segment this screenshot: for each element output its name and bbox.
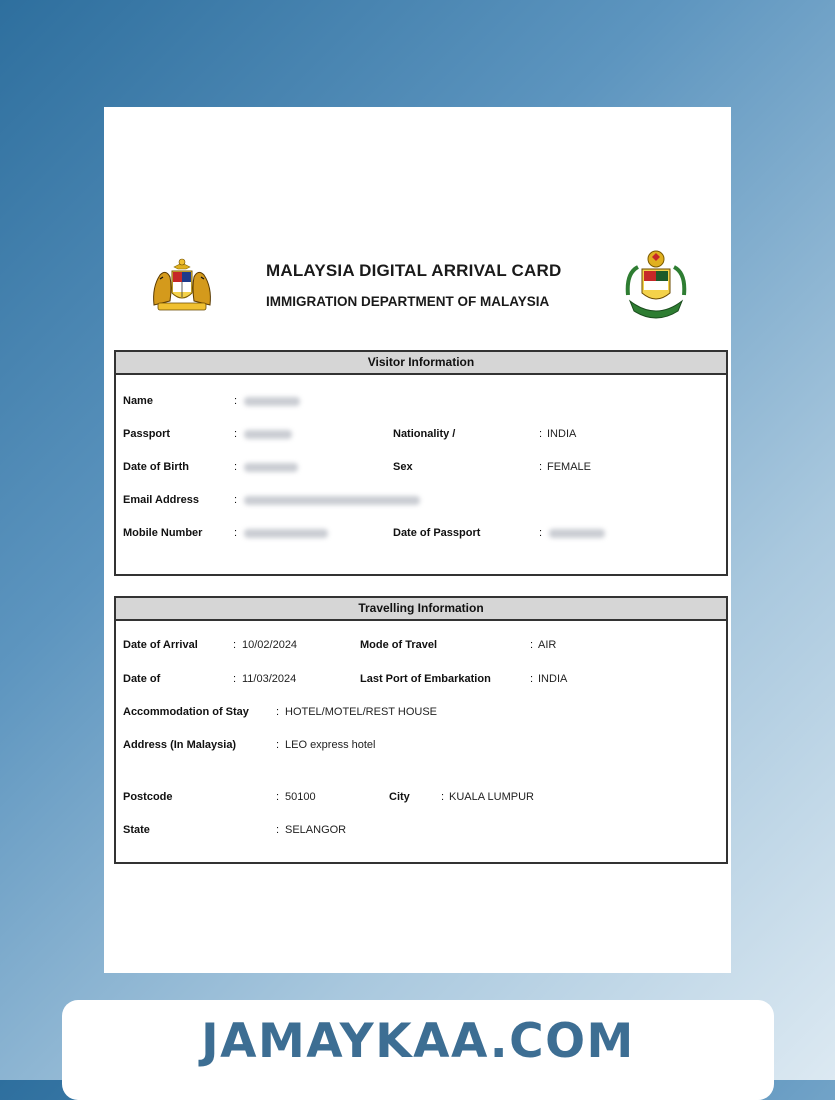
- arrival-label: Date of Arrival: [123, 639, 198, 651]
- email-label: Email Address: [123, 494, 200, 506]
- nationality-label: Nationality /: [393, 428, 456, 440]
- postcode-label: Postcode: [123, 791, 173, 803]
- colon: :: [539, 428, 543, 440]
- colon: :: [233, 673, 237, 685]
- nationality-value: INDIA: [547, 428, 577, 440]
- redacted-value: [244, 463, 298, 472]
- redacted-value: [549, 529, 605, 538]
- brand-watermark-text: JAMAYKAA.COM: [201, 1014, 635, 1069]
- address-value: LEO express hotel: [285, 739, 376, 751]
- colon: :: [276, 706, 280, 718]
- colon: :: [539, 461, 543, 473]
- card-header: [104, 247, 731, 337]
- mobile-label: Mobile Number: [123, 527, 203, 539]
- colon: :: [233, 639, 237, 651]
- name-label: Name: [123, 395, 153, 407]
- address-label: Address (In Malaysia): [123, 739, 237, 751]
- name-row: [116, 395, 726, 413]
- dob-row: [116, 461, 726, 479]
- colon: :: [441, 791, 445, 803]
- card-title: MALAYSIA DIGITAL ARRIVAL CARD: [266, 261, 562, 280]
- passport-row: [116, 428, 726, 446]
- arrival-card-document: [104, 107, 731, 973]
- passport-date-label: Date of Passport: [393, 527, 481, 539]
- port-label: Last Port of Embarkation: [360, 673, 491, 685]
- redacted-value: [244, 529, 328, 538]
- arrival-value: 10/02/2024: [242, 639, 298, 651]
- accommodation-label: Accommodation of Stay: [123, 706, 249, 718]
- postcode-value: 50100: [285, 791, 316, 803]
- redacted-value: [244, 496, 420, 505]
- date-of-value: 11/03/2024: [242, 673, 297, 685]
- redacted-value: [244, 397, 300, 406]
- postcode-row: [116, 791, 726, 809]
- colon: :: [234, 395, 238, 407]
- email-row: [116, 494, 726, 512]
- port-value: INDIA: [538, 673, 568, 685]
- accommodation-row: [116, 706, 726, 724]
- visitor-information-section: [114, 350, 728, 576]
- date-of-row: [116, 673, 726, 691]
- website-banner: [62, 1000, 774, 1100]
- malaysia-coat-of-arms-icon: [146, 257, 218, 313]
- accommodation-value: HOTEL/MOTEL/REST HOUSE: [285, 706, 437, 718]
- travelling-information-section: [114, 596, 728, 864]
- travel-section-heading: Travelling Information: [116, 598, 726, 621]
- city-label: City: [389, 791, 410, 803]
- colon: :: [276, 824, 280, 836]
- colon: :: [234, 494, 238, 506]
- address-row: [116, 739, 726, 757]
- colon: :: [539, 527, 543, 539]
- colon: :: [276, 739, 280, 751]
- visitor-section-heading: Visitor Information: [116, 352, 726, 375]
- colon: :: [234, 527, 238, 539]
- passport-label: Passport: [123, 428, 171, 440]
- sex-value: FEMALE: [547, 461, 592, 473]
- immigration-crest-icon: [622, 247, 690, 321]
- sex-label: Sex: [393, 461, 413, 473]
- state-value: SELANGOR: [285, 824, 347, 836]
- colon: :: [530, 639, 534, 651]
- colon: :: [276, 791, 280, 803]
- card-subtitle: IMMIGRATION DEPARTMENT OF MALAYSIA: [266, 294, 550, 309]
- colon: :: [234, 428, 238, 440]
- arrival-row: [116, 639, 726, 657]
- city-value: KUALA LUMPUR: [449, 791, 534, 803]
- colon: :: [530, 673, 534, 685]
- mode-value: AIR: [538, 639, 557, 651]
- state-row: [116, 824, 726, 842]
- redacted-value: [244, 430, 292, 439]
- date-of-label: Date of: [123, 673, 161, 685]
- mode-label: Mode of Travel: [360, 639, 438, 651]
- mobile-row: [116, 527, 726, 545]
- dob-label: Date of Birth: [123, 461, 189, 473]
- state-label: State: [123, 824, 150, 836]
- colon: :: [234, 461, 238, 473]
